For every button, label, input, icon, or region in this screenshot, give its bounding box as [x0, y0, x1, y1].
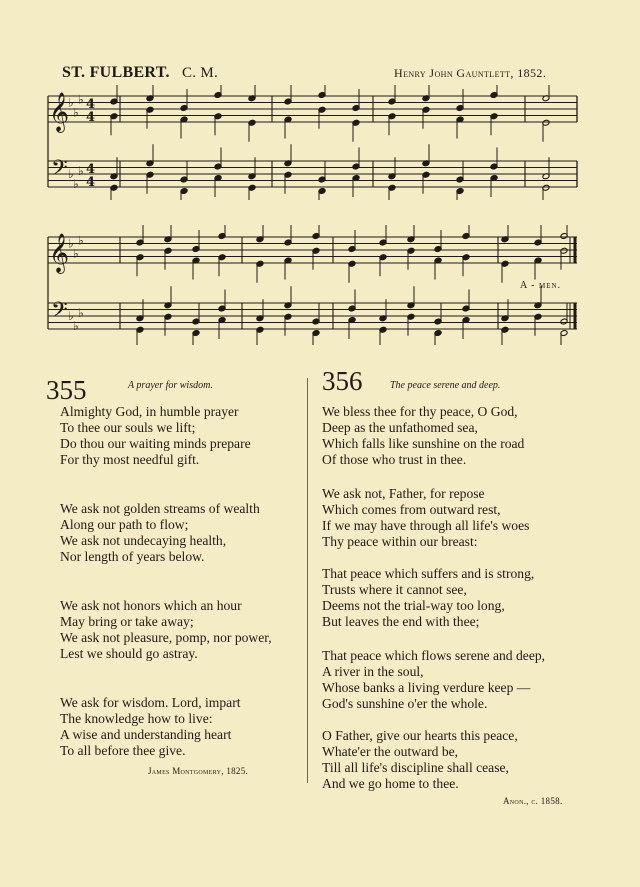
amen-lyric: A - men.: [520, 280, 562, 291]
stanza: [322, 728, 518, 792]
column-divider: [307, 378, 308, 783]
verse-line: O Father, give our hearts this peace,: [322, 728, 518, 743]
verse-line: For thy most needful gift.: [60, 452, 200, 468]
flat-sign: ♭: [73, 105, 79, 120]
tune-header: [62, 64, 218, 82]
verse-line: Deep as the unfathomed sea,: [322, 420, 478, 436]
stanza: [322, 566, 534, 630]
verse-line: We ask not, Father, for repose: [322, 486, 485, 501]
bass-clef: 𝄢: [51, 156, 68, 186]
time-signature: 4: [86, 175, 96, 190]
stanza: [60, 501, 260, 565]
hymn-number: 356: [322, 366, 363, 396]
verse-line: That peace which flows serene and deep,: [322, 648, 546, 663]
verse-line: We ask not pleasure, pomp, nor power,: [60, 630, 272, 646]
flat-sign: ♭: [78, 92, 84, 107]
verse-line: To all before thee give.: [60, 743, 186, 759]
stanza: [322, 404, 524, 468]
composer-credit: Henry John Gauntlett, 1852.: [394, 66, 547, 80]
verse-line: Whose banks a living verdure keep —: [322, 680, 531, 696]
verse-line: Which comes from outward rest,: [322, 502, 501, 518]
hymn-author: Anon., c. 1858.: [503, 796, 563, 806]
time-signature: 4: [86, 97, 96, 112]
verse-line: We ask not golden streams of wealth: [60, 501, 260, 516]
flat-sign: ♭: [78, 305, 84, 320]
verse-line: Which falls like sunshine on the road: [322, 436, 525, 452]
bass-clef: 𝄢: [51, 298, 68, 328]
flat-sign: ♭: [68, 95, 74, 110]
verse-line: We ask not honors which an hour: [60, 598, 242, 613]
flat-sign: ♭: [73, 246, 79, 261]
verse-line: The knowledge how to live:: [60, 711, 213, 727]
flat-sign: ♭: [78, 233, 84, 248]
verse-line: Lest we should go astray.: [60, 646, 198, 662]
verse-line: Nor length of years below.: [60, 549, 205, 565]
verse-line: Whate'er the outward be,: [322, 744, 459, 760]
treble-clef: 𝄞: [49, 92, 70, 132]
verse-line: May bring or take away;: [60, 614, 194, 630]
time-signature: 4: [86, 162, 96, 177]
stanza: [322, 648, 545, 712]
hymn-title: The peace serene and deep.: [390, 380, 501, 391]
stanza: [60, 598, 272, 662]
flat-sign: ♭: [73, 318, 79, 333]
verse-line: Do thou our waiting minds prepare: [60, 436, 251, 452]
flat-sign: ♭: [73, 176, 79, 191]
hymn-author: James Montgomery, 1825.: [148, 766, 249, 776]
hymn-title: A prayer for wisdom.: [128, 380, 213, 391]
verse-line: And we go home to thee.: [322, 776, 459, 792]
flat-sign: ♭: [78, 163, 84, 178]
time-signature: 4: [86, 110, 96, 125]
verse-line: We bless thee for thy peace, O God,: [322, 404, 518, 419]
verse-line: Till all life's discipline shall cease,: [322, 760, 509, 776]
treble-clef: 𝄞: [49, 233, 70, 273]
tune-name: ST. FULBERT.: [62, 64, 170, 81]
verse-line: That peace which suffers and is strong,: [322, 566, 535, 581]
music-score-system-1: [0, 85, 640, 200]
flat-sign: ♭: [68, 236, 74, 251]
verse-line: Of those who trust in thee.: [322, 452, 467, 468]
verse-line: We ask not undecaying health,: [60, 533, 227, 549]
verse-line: Trusts where it cannot see,: [322, 582, 467, 598]
hymn-number: 355: [46, 375, 87, 405]
verse-line: If we may have through all life's woes: [322, 518, 530, 534]
verse-line: A wise and understanding heart: [60, 727, 232, 743]
verse-line: To thee our souls we lift;: [60, 420, 196, 436]
tune-meter: C. M.: [181, 65, 219, 81]
stanza: [322, 486, 529, 550]
flat-sign: ♭: [68, 309, 74, 323]
verse-line: Thy peace within our breast:: [322, 534, 478, 550]
flat-sign: ♭: [68, 167, 74, 181]
verse-line: Deems not the trial-way too long,: [322, 598, 505, 614]
verse-line: Almighty God, in humble prayer: [60, 404, 239, 419]
verse-line: God's sunshine o'er the whole.: [322, 696, 488, 712]
verse-line: A river in the soul,: [322, 664, 424, 680]
stanza: [60, 695, 241, 759]
verse-line: We ask for wisdom. Lord, impart: [60, 695, 241, 710]
verse-line: But leaves the end with thee;: [322, 614, 480, 630]
verse-line: Along our path to flow;: [60, 517, 189, 533]
stanza: [60, 404, 251, 468]
